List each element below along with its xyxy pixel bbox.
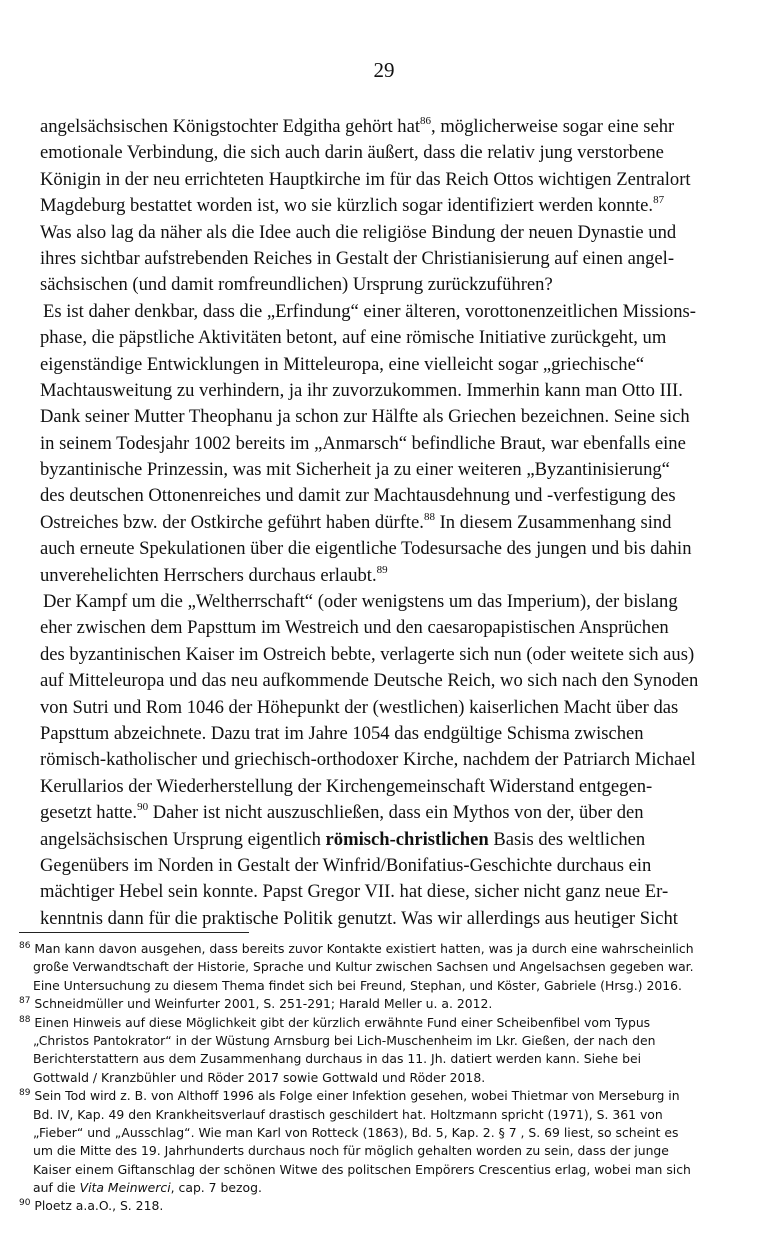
footnotes <box>19 940 749 1216</box>
footnote-line <box>19 940 749 958</box>
footnote-line <box>19 1142 749 1160</box>
body-line <box>40 800 740 826</box>
text-run: des deutschen Ottonenreiches und damit zur Machtausdehnung und -verfestigung des <box>40 485 676 507</box>
body-line <box>40 272 740 298</box>
body-line <box>40 668 740 694</box>
text-run: römisch-katholischer und griechisch-orthodoxer Kirche, nachdem der Patriarch Michael <box>40 749 696 771</box>
text-run: Bd. IV, Kap. 49 den Krankheitsverlauf drastisch geschildert hat. Holtzmann spricht (1971), S. 361 von <box>33 1106 663 1122</box>
footnote-marker: 87 <box>653 194 665 207</box>
footnote-line <box>19 1014 749 1032</box>
footnote-line <box>19 1161 749 1179</box>
text-run: Sein Tod wird z. B. von Althoff 1996 als Folge einer Infektion gesehen, wobei Thietmar von Merseburg in <box>30 1088 680 1104</box>
text-run: Kaiser einem Giftanschlag der schönen Witwe des politschen Empörers Crescentius erlag, wobei man sich <box>33 1161 691 1177</box>
body-line <box>40 404 740 430</box>
footnote-line <box>19 1087 749 1105</box>
footnote-marker: 90 <box>137 801 149 814</box>
body-line <box>40 325 740 351</box>
footnote-line <box>19 977 749 995</box>
text-run: mächtiger Hebel sein konnte. Papst Gregor VII. hat diese, sicher nicht ganz neue Er- <box>40 881 669 903</box>
text-run: unverehelichten Herrschers durchaus erlaubt. <box>40 564 377 586</box>
body-line <box>40 563 740 589</box>
text-run: „Christos Pantokrator“ in der Wüstung Arnsburg bei Lich-Muschenheim im Lkr. Gießen, der nach den <box>33 1032 656 1048</box>
body-line <box>40 299 740 325</box>
body-line <box>40 695 740 721</box>
text-run: Basis des weltlichen <box>488 828 646 850</box>
text-run: Gottwald / Kranzbühler und Röder 2017 sowie Gottwald und Röder 2018. <box>33 1069 486 1085</box>
footnote-separator <box>19 932 249 933</box>
text-run: Papsttum abzeichnete. Dazu trat im Jahre 1054 das endgültige Schisma zwischen <box>40 722 644 744</box>
body-line <box>40 536 740 562</box>
footnote-line <box>19 1124 749 1142</box>
body-line <box>40 906 740 932</box>
text-run: auch erneute Spekulationen über die eigentliche Todesursache des jungen und bis dahin <box>40 538 692 560</box>
body-text <box>40 114 740 932</box>
body-line <box>40 140 740 166</box>
body-line <box>40 220 740 246</box>
text-run: Ostreiches bzw. der Ostkirche geführt haben dürfte. <box>40 511 424 533</box>
text-run: , möglicherweise sogar eine sehr <box>431 116 675 137</box>
body-line <box>40 352 740 378</box>
text-run: Ploetz a.a.O., S. 218. <box>30 1198 164 1214</box>
text-run: „Fieber“ und „Ausschlag“. Wie man Karl von Rotteck (1863), Bd. 5, Kap. 2. § 7 , S. 69 liest, so scheint es <box>33 1124 679 1140</box>
footnote-marker: 87 <box>19 996 31 1007</box>
text-run: kenntnis dann für die praktische Politik genutzt. Was wir allerdings aus heutiger Sicht <box>40 907 678 929</box>
body-line <box>40 193 740 219</box>
body-line <box>40 167 740 193</box>
body-line <box>40 721 740 747</box>
body-line <box>40 747 740 773</box>
text-run: auf die <box>33 1180 80 1196</box>
page-number: 29 <box>373 58 395 82</box>
body-line <box>40 114 740 140</box>
text-run: Gegenübers im Norden in Gestalt der Winfrid/Bonifatius-Geschichte durchaus ein <box>40 854 652 876</box>
text-run: Es ist daher denkbar, dass die „Erfindung“ einer älteren, vorottonenzeitlichen Missions- <box>43 300 696 322</box>
footnote-marker: 88 <box>423 510 435 523</box>
text-run: Kerullarios der Wiederherstellung der Kirchengemeinschaft Widerstand entgegen- <box>40 775 653 797</box>
footnote-line <box>19 1069 749 1087</box>
body-line <box>40 879 740 905</box>
text-run: Was also lag da näher als die Idee auch die religiöse Bindung der neuen Dynastie und <box>40 221 677 243</box>
body-line <box>40 642 740 668</box>
text-run: angelsächsischen Königstochter Edgitha gehört hat <box>40 116 421 137</box>
footnote-marker: 88 <box>19 1014 31 1025</box>
footnote-line <box>19 958 749 976</box>
text-run: auf Mitteleuropa und das neu aufkommende Deutsche Reich, wo sich nach den Synoden <box>40 670 699 692</box>
body-line <box>40 431 740 457</box>
italic-title: Vita Meinwerci <box>79 1180 171 1196</box>
body-line <box>40 774 740 800</box>
text-run: Königin in der neu errichteten Hauptkirche im für das Reich Ottos wichtigen Zentralort <box>40 168 691 190</box>
footnote-line <box>19 1179 749 1197</box>
text-run: Schneidmüller und Weinfurter 2001, S. 251-291; Harald Meller u. a. 2012. <box>30 996 493 1012</box>
text-run: Der Kampf um die „Weltherrschaft“ (oder wenigstens um das Imperium), der bislang <box>43 591 678 613</box>
footnote-line <box>19 1032 749 1050</box>
text-run: emotionale Verbindung, die sich auch darin äußert, dass die relativ jung verstorbene <box>40 142 664 164</box>
body-line <box>40 510 740 536</box>
text-run: angelsächsischen Ursprung eigentlich <box>40 828 326 850</box>
footnote-line <box>19 1106 749 1124</box>
text-run: große Verwandtschaft der Historie, Sprache und Kultur zwischen Sachsen und Angelsachsen gegeben war. <box>33 959 694 975</box>
text-run: Machtausweitung zu verhindern, ja ihr zuvorzukommen. Immerhin kann man Otto III. <box>40 379 683 401</box>
text-run: ihres sichtbar aufstrebenden Reiches in Gestalt der Christianisierung auf einen angel- <box>40 247 675 269</box>
text-run: eher zwischen dem Papsttum im Westreich und den caesaropapistischen Ansprüchen <box>40 617 669 639</box>
body-line <box>40 246 740 272</box>
bold-text: römisch-christlichen <box>325 828 489 850</box>
text-run: Berichterstattern aus dem Zusammenhang durchaus in das 11. Jh. datiert werden kann. Siehe bei <box>33 1051 642 1067</box>
text-run: Daher ist nicht auszuschließen, dass ein Mythos von der, über den <box>148 802 644 824</box>
text-run: in seinem Todesjahr 1002 bereits im „Anmarsch“ befindliche Braut, war ebenfalls eine <box>40 432 686 454</box>
body-line <box>40 457 740 483</box>
text-run: des byzantinischen Kaiser im Ostreich bebte, verlagerte sich nun (oder weitete sich aus) <box>40 643 695 665</box>
footnote-line <box>19 1050 749 1068</box>
body-line <box>40 615 740 641</box>
text-run: Eine Untersuchung zu diesem Thema findet sich bei Freund, Stephan, und Köster, Gabriele (Hrsg.) 2016. <box>33 977 682 993</box>
text-run: Einen Hinweis auf diese Möglichkeit gibt der kürzlich erwähnte Fund einer Scheibenfibel vom Typus <box>30 1014 651 1030</box>
body-line <box>40 589 740 615</box>
footnote-marker: 89 <box>376 563 388 576</box>
text-run: phase, die päpstliche Aktivitäten betont, auf eine römische Initiative zurückgeht, um <box>40 327 667 349</box>
body-line <box>40 483 740 509</box>
body-line <box>40 378 740 404</box>
body-line <box>40 853 740 879</box>
footnote-line <box>19 995 749 1013</box>
text-run: gesetzt hatte. <box>40 802 138 824</box>
text-run: Dank seiner Mutter Theophanu ja schon zur Hälfte als Griechen bezeichnen. Seine sich <box>40 406 690 428</box>
text-run: um die Mitte des 19. Jahrhunderts durchaus noch für möglich gehalten worden zu sein, dass der junge <box>33 1143 669 1159</box>
body-line <box>40 827 740 853</box>
text-run: von Sutri und Rom 1046 der Höhepunkt der (westlichen) kaiserlichen Macht über das <box>40 696 679 718</box>
footnote-marker: 86 <box>19 941 31 951</box>
text-run: sächsischen (und damit romfreundlichen) Ursprung zurückzuführen? <box>40 274 553 296</box>
text-run: eigenständige Entwicklungen in Mitteleuropa, eine vielleicht sogar „griechische“ <box>40 353 645 375</box>
footnote-marker: 90 <box>19 1198 31 1209</box>
footnote-marker: 89 <box>19 1088 31 1099</box>
footnote-line <box>19 1197 749 1215</box>
text-run: Magdeburg bestattet worden ist, wo sie kürzlich sogar identifiziert werden konnte. <box>40 195 654 217</box>
text-run: Man kann davon ausgehen, dass bereits zuvor Kontakte existiert hatten, was ja durch eine wahrscheinlich <box>30 941 694 956</box>
text-run: , cap. 7 bezog. <box>170 1180 262 1196</box>
text-run: byzantinische Prinzessin, was mit Sicherheit ja zu einer weiteren „Byzantinisierung“ <box>40 459 670 481</box>
text-run: In diesem Zusammenhang sind <box>434 511 672 533</box>
footnote-marker: 86 <box>420 115 432 127</box>
